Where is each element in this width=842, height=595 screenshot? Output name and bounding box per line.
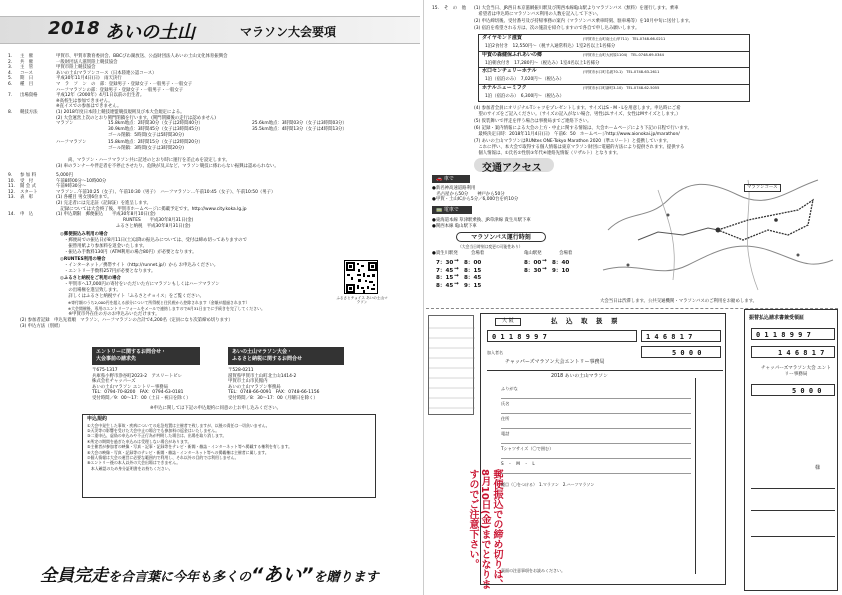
slogan-d: を贈ります xyxy=(313,570,379,585)
bus-note: （大会当日時刻は変更の可能性あり） xyxy=(458,244,523,249)
bus-time: → xyxy=(454,280,459,287)
receipt-rule xyxy=(751,488,835,489)
section2-number: 9. xyxy=(8,173,13,178)
contact-entry-tel: TEL：0794-70-8200 FAX：0794-63-0181 xyxy=(92,390,184,396)
gate-time-a: 15.8km地点：2時間30分（女子は2時間40分） xyxy=(108,121,203,126)
section-label: 出場資格 xyxy=(20,93,38,99)
field-line xyxy=(501,458,691,459)
hotel-table xyxy=(478,34,750,102)
form-title: 払 込 取 扱 票 xyxy=(551,317,619,325)
account-number-2[interactable]: 1 4 6 8 1 7 xyxy=(641,330,721,342)
receipt-rule-2 xyxy=(751,510,835,511)
field-line xyxy=(501,473,691,474)
other-6: (6) 記録・案内情報による大会の上方・中止に関する情報は、大会ホームページにより下記の日程で行います。 xyxy=(474,126,692,131)
section-text: 甲賀市、甲賀市教育委員会、BBCびわ湖放送、公益財団法人あいの土山文化体育振興会 xyxy=(56,54,228,59)
contact-entry-dept: あいの土山マラソン エントリー事務局 xyxy=(92,384,169,390)
section-text: ※直イスでの参加はできません。 xyxy=(56,104,122,110)
dest-label: 加入者名 xyxy=(487,350,503,355)
field-label[interactable]: 電話 xyxy=(501,431,510,436)
apply-method: (3) 申込方法（別紙） xyxy=(20,324,63,329)
field-line xyxy=(501,428,691,429)
access-car-2: ●甲賀・土山ICから5分／6,000台を約10分 xyxy=(432,197,519,203)
apply-deadline-3: ふるさと納税 平成30年8月31日(金) xyxy=(116,224,191,229)
form-rule xyxy=(487,370,723,371)
access-car-1b: 名古屋から50分 神戸から50分 xyxy=(432,191,505,197)
field-line xyxy=(501,443,691,444)
access-train-2: ●関西本線 亀山駅下車 xyxy=(432,223,477,229)
other-4b: 望のサイズをご記入ください。（サイズの記入がない場合、男性はLサイズ、女性はMサイズとします。） xyxy=(474,112,681,117)
method-3-b: の出場権を進呈致します。 xyxy=(64,288,121,293)
access-train xyxy=(432,218,582,229)
section-text: マ ラ ソ ン の 部：登録男子・登録女子・一般男子・一般女子 xyxy=(56,82,193,87)
deadline-vertical: 郵便振込での締め切りは、8月10日(金)までとなりますのでご注意下さい。 xyxy=(467,469,502,590)
other-5: (5) 仮装舞いで伴走を伴う場合は事務局までご連絡下さい。 xyxy=(474,119,592,124)
contact-event-zip: 〒528-0211 xyxy=(228,368,254,373)
receipt-title: 振替払込請求書兼受領証 xyxy=(749,315,805,321)
receipt-sama: 様 xyxy=(815,465,821,471)
contact-event-tel: TEL：0748-66-0091 FAX：0748-66-1156 xyxy=(228,390,320,396)
rule-item: ③二重申込、虚偽の申込みや不正行為が判明した場合は、出場を取り消します。 xyxy=(87,433,227,439)
form-event: 2018 あいの土山マラソン xyxy=(551,374,608,379)
form-main xyxy=(480,313,726,585)
slogan-b: を合言葉に今年も多くの xyxy=(108,570,252,585)
section-text: 平成12年（2000年）4月1日以前の出生者。 xyxy=(56,93,145,99)
contact-entry-hours: 受付時間／9：00〜17：00（土日・祝日を除く） xyxy=(92,395,191,401)
form-stub xyxy=(428,315,474,415)
method-1-b: 振替用紙より参加料を返金いたします。 xyxy=(64,244,148,249)
method-3-f: ※甲賀市外在住の方のお申込みいただけます。 xyxy=(64,312,160,317)
section-number: 4. xyxy=(8,70,13,76)
title-subtitle: マラソン大会要項 xyxy=(240,25,337,39)
bus-time: 7：45 xyxy=(436,267,454,274)
hotel-name: 甲賀の森健保ふれあいの郷 xyxy=(482,51,543,58)
other-2: (2) 申込締切後、受付番号及び持帰事務の案内（マラソンバス乗車時刻、駐車場等）を10月中旬に送付します。 xyxy=(474,19,693,24)
bus-title: マラソンバス運行時刻 xyxy=(456,232,546,242)
field-label[interactable]: 住所 xyxy=(501,416,510,421)
gate-race: ハーフマラソン xyxy=(56,139,87,145)
access-car-label xyxy=(432,175,470,183)
access-title: 交通アクセス xyxy=(482,163,542,174)
map-note: 大会当日は渋滞します。公共交通機関・マラソンバスのご利用をお勧めします。 xyxy=(600,299,758,304)
hotel-addr: (甲賀市土山町大河原1104) TEL.0748-69-0344 xyxy=(583,53,664,57)
section-text: 平成30年11月4日(日) 雨天決行 xyxy=(56,76,122,82)
hotel-addr: (甲賀市水口町名坂70-1) TEL.0748-63-2611 xyxy=(583,69,660,74)
other-1: (1) 大会当日、JR西日本京滋網振川駅及び関西本線亀山駅よりマラソンバス（無料）を運行します。乗車 xyxy=(474,6,679,11)
section-label: 種 目 xyxy=(20,82,34,87)
gate-note-2: (3) 車のランナーや伴走者を不停止させたり、危険が及ぶなど、マラソン競技に係わらない振興は認められない。 xyxy=(56,164,279,169)
bus-time: 8：15 xyxy=(436,275,454,281)
section2-text: (1) 各種目 男女別6位まで。 xyxy=(56,195,112,201)
section2-label: 受 付 xyxy=(20,178,34,184)
apply-capacity: (2) 参加者記録 申込先着順 マラソン、ハーフマラソンの合計で4,200名（定員になり次第締め切ります） xyxy=(20,318,233,323)
contact-event-head xyxy=(228,347,344,365)
receipt-account-2[interactable]: 1 4 6 8 1 7 xyxy=(751,346,835,358)
other-number: 15. xyxy=(432,6,439,11)
amount-field[interactable]: 5 0 0 0 xyxy=(641,346,721,358)
section-label: 期 日 xyxy=(20,76,34,82)
access-train-1: ●東海道本線 草津駅乗換、JR草津線 貴生川駅下車 xyxy=(432,218,531,223)
section-label: 主 催 xyxy=(20,54,34,59)
method-2-head: ◎RUNTES利用の場合 xyxy=(60,257,106,262)
contact-event-org: 甲賀市土山市民館内 xyxy=(228,379,268,385)
other-7: (7) あいの土山マラソンはRUNtes ONE-Tokyo Marathon 2020（準エリート）と提携しています。 xyxy=(474,139,671,144)
method-1-c: ・振込み手数料130円（ATM利用の場合80円）が必要となります。 xyxy=(64,250,197,255)
form-branch: 大 阪 xyxy=(495,318,521,326)
section2-text: (2) 完走者には完走証（記録証）を進呈します。 xyxy=(56,201,152,206)
bus-time: 8：40 xyxy=(552,260,570,266)
rules-title: 申込規約 xyxy=(87,416,108,422)
title-text: あいの土山 xyxy=(105,22,195,43)
hotel-price: 1泊朝食付き 17,280円〜（税込み）1室4名以上1名様分 xyxy=(485,60,600,66)
gate-time-b: 25.6km地点：3時間03分（女子は3時間03分） xyxy=(252,121,347,126)
receipt-rule-3 xyxy=(751,536,835,537)
other-label: そ の 他 xyxy=(444,6,466,11)
payment-form xyxy=(426,308,838,593)
hotel-price: 1泊2食付き 12,550円〜（税サ入通常料込）1室2名以上1名様分 xyxy=(485,44,616,49)
other-1b: 希望者は申込時にマラソンバス利用の人数を記入して下さい。 xyxy=(474,12,602,17)
other-3: (3) 宿泊を希望される方は、次の施設を紹介しますので各自で申し込み願いします。 xyxy=(474,26,640,31)
bus-time: → xyxy=(454,273,459,279)
gate-time-a: ゴール閉鎖：3時間(女子は3時間20分) xyxy=(108,145,184,151)
field-label[interactable]: S ・ M ・ L xyxy=(501,461,535,466)
section2-label: スタート xyxy=(20,189,38,195)
other-6b: 最終決定日時：2018年11月4日(日) 午前6：50 ホームページhttp://www.aionokai.jp/marathon/ xyxy=(474,132,680,137)
contact-entry-title-2: 大会事前の請求先 xyxy=(96,355,137,362)
dest-name: チャッパーズマラソン大会エントリー事務局 xyxy=(505,359,605,365)
bus-time: 8：45 xyxy=(436,282,454,289)
title-year: 2018 xyxy=(48,18,101,39)
section2-text: 記録については大会終了後、甲賀市ホームページに掲載予定です。http://www.city.koka.lg.jp xyxy=(56,206,247,212)
hotel-row xyxy=(479,85,749,102)
rule-item: ①大会中発生した事故・疾病についての応急処置は主催者で致しますが、以後の責任は一切負いません。 xyxy=(87,422,270,428)
method-1-a: ・郵便局での振込日が8月11日(土)以降の振込みについては、受付は締め切ってありますので xyxy=(64,238,247,243)
section-label: 競技方法 xyxy=(20,110,38,115)
contact-event-title-1: あいの土山マラソン大会・ xyxy=(232,349,293,355)
section-text: (1) 2018年度日本陸上競技連盟競技規則及び本大会規定による。 xyxy=(56,110,185,115)
contact-event-addr: 滋賀県甲賀市土山町北土山1414-2 xyxy=(228,373,297,379)
qr-code[interactable] xyxy=(344,260,378,294)
other-7b: これに伴い、本大会で取得する個人情報は東京マラソン財団に電磁的方法により提供されます。提供する xyxy=(474,145,685,150)
section-text: 一般財団法人滋賀陸上競技協会 xyxy=(56,59,118,65)
contact-entry xyxy=(92,368,218,402)
contact-event-dept: あいの土山マラソン事務局 xyxy=(228,384,281,390)
qr-caption: ふるさとチョイス あいの土山マラソン xyxy=(336,296,388,305)
hotel-price: 1泊（宿泊のみ） 7,020円〜（税込み） xyxy=(485,77,565,82)
contact-entry-title-1: エントリーに関するお問合せ・ xyxy=(96,349,167,355)
hotel-name: 水口センチュリーホテル xyxy=(482,68,537,74)
receipt xyxy=(744,309,838,591)
receipt-account[interactable]: 0 1 1 8 9 9 7 xyxy=(751,328,835,340)
section2-text: マラソン…午前10:25（女子）、午前10:30（男子） ハーフマラソン…午前10:45（女子）、午前10:50（男子） xyxy=(56,189,276,195)
bus-head-1: ●貴生川駅発 会場着 xyxy=(432,251,485,256)
method-3-d: ※寄付額のうち2,000円を超える部分について所得税と住民税から控除されます（金額が超過されます） xyxy=(64,300,250,305)
method-3-e: ※大会開催後、専用のエントリーフォームをメールで連絡しますので8月31日までに手続きを完了してください。 xyxy=(64,306,265,311)
receipt-dest: チャッパーズマラソン大会 エントリー事務局 xyxy=(761,366,831,377)
rule-item: ⑤主催者が参加者の映像・写真・記事・記録等をテレビ・新聞・雑誌・インターネット等へ掲載する権利を有します。 xyxy=(87,444,293,450)
section-number: 5. xyxy=(8,76,13,82)
section-text: 甲賀市陸上競技協会 xyxy=(56,65,96,71)
apply-label: 申 込 xyxy=(20,212,34,217)
gate-time-a: ゴール閉鎖：5時間(女子は5時間30分) xyxy=(108,133,184,139)
section-number: 2. xyxy=(8,59,13,65)
bus-head-2: 亀山駅発 会場着 xyxy=(524,251,573,256)
hotel-name: ダイヤモンド滋賀 xyxy=(482,35,522,41)
bus-time: 8：00 xyxy=(464,260,482,266)
stamp-area xyxy=(695,378,721,574)
gate-time-a: 15.8km地点：2時間15分（女子は2時間20分） xyxy=(108,139,203,145)
form-note: 裏面の注意事項をお読みください。 xyxy=(501,568,565,573)
other-7c: 個人情報は、①氏名②性別③年代④連絡先情報（リザルト）となります。 xyxy=(474,151,621,156)
field-line xyxy=(501,398,691,399)
method-2-b: ・エントリー手数料257円が必要となります。 xyxy=(64,269,156,274)
account-number[interactable]: 0 1 1 8 9 9 7 xyxy=(487,330,637,342)
method-3-c: 詳しくはふるさと納税サイト「ふるさとチョイス」をご覧ください。 xyxy=(64,294,205,299)
bus-time: 7：30 xyxy=(436,260,454,266)
section-number: 6. xyxy=(8,82,13,87)
section-label: 主 管 xyxy=(20,65,34,71)
section-label: コース xyxy=(20,70,33,76)
section2-text: 5,000円 xyxy=(56,173,73,178)
section2-number: 11. xyxy=(8,184,15,190)
map-course-label: マラソンコース xyxy=(744,184,781,192)
field-line xyxy=(501,413,691,414)
method-3-a: ・甲賀市へ17,000円の寄付をいただいた方にマラソンもしくはハーフマラソン xyxy=(64,282,220,287)
receipt-amount[interactable]: 5 0 0 0 xyxy=(751,384,835,396)
bus-time: 8：30 xyxy=(524,267,542,274)
section2-number: 12. xyxy=(8,189,15,195)
method-1-head: ◎郵便振込み利用の場合 xyxy=(60,232,108,237)
slogan-a: 全員完走 xyxy=(40,566,108,586)
apply-deadline-1: (1) 申込期限 郵便振込 平成30年8月10日(金) xyxy=(56,212,156,217)
contact-entry-head xyxy=(92,347,200,365)
center-divider xyxy=(423,0,424,595)
access-car-label-text: 車で xyxy=(443,176,454,182)
section-text: ハーフマラソンの部：登録男子・登録女子・一般男子・一般女子 xyxy=(56,87,184,93)
hotel-addr: (甲賀市土山町南土山甲711) TEL.0748-66-0211 xyxy=(583,36,666,41)
gate-time-b: 35.5km地点：4時間13分（女子は4時間13分） xyxy=(252,127,347,133)
gate-note: 尚、マラソン・ハーフマラソン共に記述のとおり時に運行を差止めを設定します。 xyxy=(68,158,230,163)
rule-item: ②天災等の影響を受けた大会中止の場合でも参加料の返金はいたしません。 xyxy=(87,428,220,433)
bus-time: 8：15 xyxy=(464,267,482,274)
bus-time: 8：00 xyxy=(524,260,542,266)
rule-item: 本人確認のため身分証明書をお持ちください。 xyxy=(87,465,173,471)
contact-event-title-2: ふるさと納税に関するお問合せ xyxy=(232,355,303,362)
contact-event-hours: 受付時間／8：30〜17：00（月曜日を除く） xyxy=(228,395,318,401)
section2-text: 午前8時00分〜10時00分 xyxy=(56,178,107,184)
field-label[interactable]: Tシャツサイズ（〇で囲む） xyxy=(501,446,554,451)
course-map xyxy=(598,170,836,298)
rules-box xyxy=(82,414,376,498)
section-text: ※高校生は参加できません。 xyxy=(56,98,113,104)
bus-time: → xyxy=(542,265,547,272)
hotel-row xyxy=(479,68,749,85)
bus-time: 8：45 xyxy=(464,275,482,281)
access-car xyxy=(432,186,582,203)
rule-item: ⑧エントリー後の本人以外の大会出場はできません。 xyxy=(87,460,181,466)
rules-list xyxy=(87,423,371,472)
course-choice[interactable]: 種目（〇をつける） 1.マラソン 2.ハーフマラソン xyxy=(501,482,595,487)
contact-entry-addr: 兵庫県小野市浄谷町2023-2 アスリートビレ xyxy=(92,373,183,379)
hotel-price: 1泊（宿泊のみ） 6,300円〜（税込み） xyxy=(485,93,565,99)
apply-deadline-2: RUNTES 平成30年8月31日(金) xyxy=(123,218,194,223)
bus-time: → xyxy=(454,265,459,272)
bus-time: 9：15 xyxy=(464,282,482,289)
slogan xyxy=(40,560,379,587)
slogan-c: “あい” xyxy=(251,564,314,586)
gate-race: マラソン xyxy=(56,121,74,126)
other-4: (4) 参加者全員にオリジナルTシャツをプレゼントします。サイズはS・M・Lを用意します。申込時にご希 xyxy=(474,106,681,111)
method-2-a: ・インターネット／携帯サイト（http://runnet.jp/）から お申込みください。 xyxy=(64,263,219,268)
field-label[interactable]: ふりがな xyxy=(501,386,518,391)
bus-time: 9：10 xyxy=(552,267,570,274)
access-train-label xyxy=(432,206,472,214)
section-text: あいの土山マラソンコース（日本陸連公認コース） xyxy=(56,70,157,76)
car-icon: 🚗 xyxy=(436,176,443,182)
rule-item: ④所定の期間を過ぎた申込みは受理しない場合があります。 xyxy=(87,438,192,444)
section2-text: 午前9時30分〜 xyxy=(56,184,87,190)
field-label[interactable]: 氏名 xyxy=(501,401,510,406)
rule-item: ⑦個人情報は大会の運営に必要な範囲内で利用し、それ以外の目的では利用しません。 xyxy=(87,455,239,461)
section2-label: 開 会 式 xyxy=(20,184,36,190)
section-number: 8. xyxy=(8,110,13,115)
section2-number: 13. xyxy=(8,195,15,201)
train-icon: 🚃 xyxy=(436,207,443,213)
rule-item: ⑥大会の映像・写真・記録等のテレビ・新聞・雑誌・インターネット等への掲載権は主催者に属します。 xyxy=(87,449,269,455)
section-number: 7. xyxy=(8,93,13,99)
contact-entry-org: 株式会社チャッパーズ xyxy=(92,379,136,385)
method-3-head: ◎ふるさと納税をご利用の場合 xyxy=(60,276,121,281)
bus-time: → xyxy=(454,258,459,264)
section2-label: 表 彰 xyxy=(20,195,34,201)
apply-number: 14. xyxy=(8,212,15,217)
hotel-row xyxy=(479,52,749,69)
hotel-name: ホテルニューミフク xyxy=(482,84,527,91)
contact-entry-zip: 〒675-1317 xyxy=(92,368,118,373)
access-train-label-text: 電車で xyxy=(443,207,459,213)
access-car-1: ●新名神高速道路利用 xyxy=(432,186,476,191)
section-label: 共 催 xyxy=(20,59,34,65)
section-text: (2) 大会運営上次のとおり関門閉鎖を行います。(関門閉鎖後の走行は認めません) xyxy=(56,115,216,121)
contact-event xyxy=(228,368,378,402)
contact-note: ※申込に関しては下記の申込規約に同意の上お申し込みください。 xyxy=(150,406,282,411)
section-number: 3. xyxy=(8,65,13,71)
gate-time-a: 30.9km地点：3時間45分（女子は3時間45分） xyxy=(108,127,203,133)
bus-time: → xyxy=(542,258,547,264)
section2-label: 参 加 料 xyxy=(20,173,36,178)
section-number: 1. xyxy=(8,54,13,59)
hotel-row xyxy=(479,35,749,52)
section2-number: 10. xyxy=(8,178,15,184)
hotel-addr: (甲賀市水口町新町3-10) TEL.0748-62-5055 xyxy=(583,86,660,90)
